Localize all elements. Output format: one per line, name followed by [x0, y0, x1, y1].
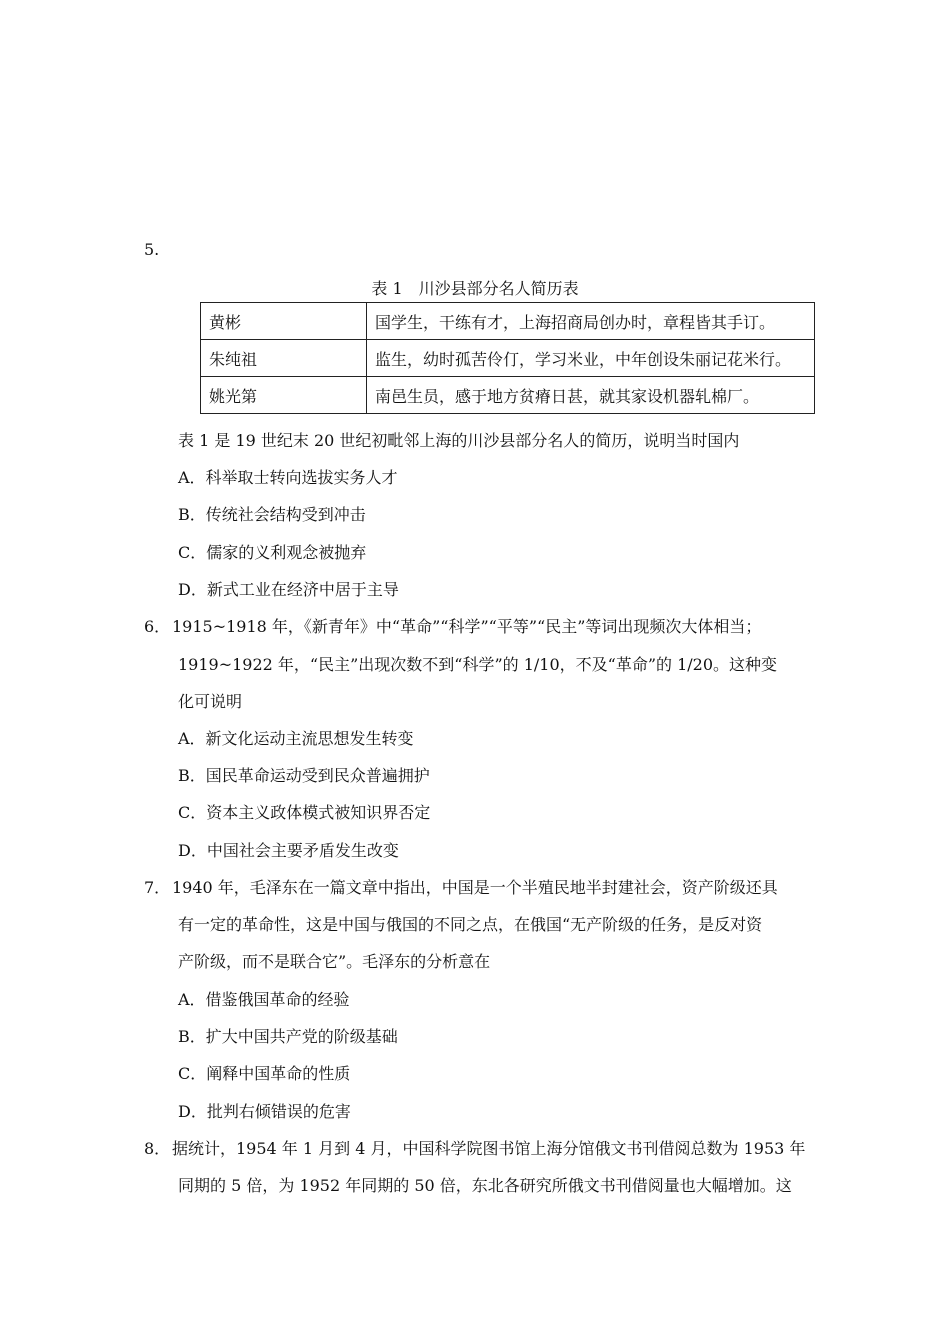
table-cell-desc: 监生，幼时孤苦伶仃，学习米业，中年创设朱丽记花米行。 [367, 340, 815, 377]
table-cell-name: 黄彬 [201, 303, 367, 340]
table-cell-name: 朱纯祖 [201, 340, 367, 377]
q6-option-a: A．新文化运动主流思想发生转变 [178, 729, 414, 748]
q7-option-a: A．借鉴俄国革命的经验 [178, 990, 350, 1009]
q6-number: 6． [144, 617, 171, 636]
q7-number: 7． [144, 878, 171, 897]
table-row [201, 377, 815, 414]
q6-line-1: 1915~1918 年，《新青年》中“革命”“科学”“平等”“民主”等词出现频次大体相当； [172, 617, 762, 636]
q5-option-d: D．新式工业在经济中居于主导 [178, 580, 399, 599]
q7-option-c: C．阐释中国革命的性质 [178, 1064, 351, 1083]
q5-option-a: A．科举取士转向选拔实务人才 [178, 468, 398, 487]
q8-line-1: 据统计，1954 年 1 月到 4 月，中国科学院图书馆上海分馆俄文书刊借阅总数为 1953 年 [172, 1139, 806, 1158]
q6-option-c: C．资本主义政体模式被知识界否定 [178, 803, 431, 822]
q6-option-b: B．国民革命运动受到民众普遍拥护 [178, 766, 430, 785]
q6-line-3: 化可说明 [178, 692, 243, 711]
biography-table [200, 302, 815, 414]
q6-option-d: D．中国社会主要矛盾发生改变 [178, 841, 399, 860]
q8-line-2: 同期的 5 倍，为 1952 年同期的 50 倍，东北各研究所俄文书刊借阅量也大幅增加。这 [178, 1176, 792, 1195]
q7-option-d: D．批判右倾错误的危害 [178, 1102, 351, 1121]
q5-option-b: B．传统社会结构受到冲击 [178, 505, 366, 524]
q5-option-c: C．儒家的义利观念被抛弃 [178, 543, 367, 562]
q7-option-b: B．扩大中国共产党的阶级基础 [178, 1027, 398, 1046]
table-row [201, 340, 815, 377]
table-cell-desc: 国学生，干练有才，上海招商局创办时，章程皆其手订。 [367, 303, 815, 340]
table-cell-name: 姚光第 [201, 377, 367, 414]
q8-number: 8． [144, 1139, 171, 1158]
q7-line-1: 1940 年，毛泽东在一篇文章中指出，中国是一个半殖民地半封建社会，资产阶级还具 [172, 878, 778, 897]
table-caption: 表 1 川沙县部分名人简历表 [371, 279, 579, 298]
q5-stem: 表 1 是 19 世纪末 20 世纪初毗邻上海的川沙县部分名人的简历，说明当时国内 [178, 431, 740, 450]
table-cell-desc: 南邑生员，感于地方贫瘠日甚，就其家设机器轧棉厂。 [367, 377, 815, 414]
q7-line-2: 有一定的革命性，这是中国与俄国的不同之点，在俄国“无产阶级的任务，是反对资 [178, 915, 763, 934]
q6-line-2: 1919~1922 年，“民主”出现次数不到“科学”的 1/10，不及“革命”的 1/20。这种变 [178, 655, 778, 674]
q7-line-3: 产阶级，而不是联合它”。毛泽东的分析意在 [178, 952, 491, 971]
table-row [201, 303, 815, 340]
q5-number: 5. [144, 240, 160, 259]
